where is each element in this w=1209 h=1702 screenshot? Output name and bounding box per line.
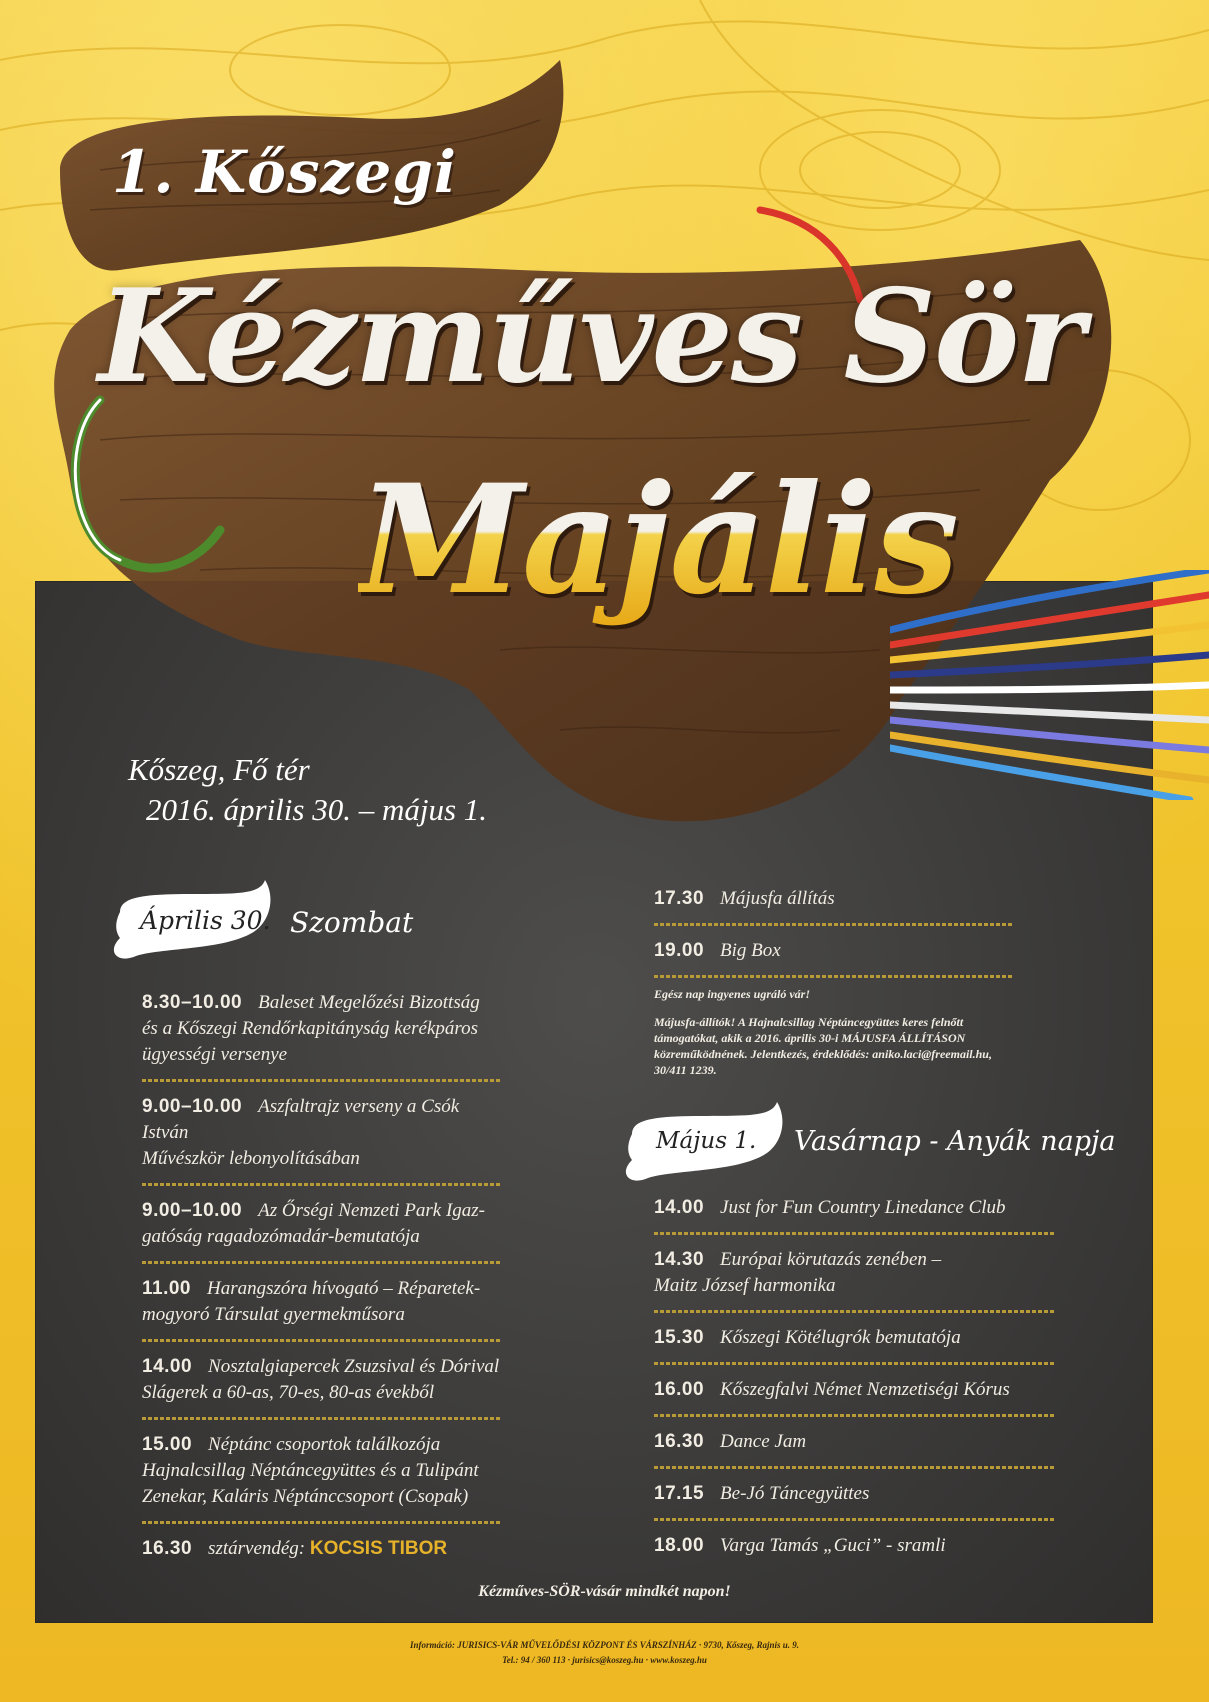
schedule-item: 17.30 Májusfa állítás bbox=[654, 886, 1012, 926]
schedule-item: 9.00–10.00 Az Őrségi Nemzeti Park Igaz- gatóság ragadozómadár-bemutatója bbox=[142, 1198, 502, 1264]
day1-weekday: Szombat bbox=[290, 906, 414, 939]
event-location: Kőszeg, Fő tér bbox=[128, 752, 310, 787]
day2-schedule bbox=[654, 1195, 1054, 1585]
schedule-item: 14.30 Európai körutazás zenében – Maitz József harmonika bbox=[654, 1247, 1054, 1313]
note-maypole: Májusfa-állítók! A Hajnalcsillag Néptáncegyüttes keres felnőtt támogatókat, akik a 2016. április 30-i MÁJUSFA ÁLLÍTÁSON közreműködnének. Jelentkezés, érdeklődés: aniko.laci@freemail.hu, 30/411 1239. bbox=[654, 1015, 992, 1077]
day1-schedule bbox=[142, 990, 502, 1588]
event-dates: 2016. április 30. – május 1. bbox=[146, 792, 488, 827]
schedule-item: 18.00 Varga Tamás „Guci” - sramli bbox=[654, 1535, 946, 1556]
title-line2: Kézműves Sör bbox=[98, 262, 1083, 412]
schedule-item: 11.00 Harangszóra hívogató – Réparetek- mogyoró Társulat gyermekműsora bbox=[142, 1276, 502, 1342]
title-line3: Majális bbox=[358, 452, 958, 628]
fair-note: Kézműves-SÖR-vásár mindkét napon! bbox=[478, 1583, 731, 1600]
schedule-item: 14.00 Nosztalgiapercek Zsuzsival és Dórival Slágerek a 60-as, 70-es, 80-as évekből bbox=[142, 1354, 502, 1420]
day1-schedule-continued bbox=[654, 886, 1012, 1078]
contact-line: Tel.: 94 / 360 113 · jurisics@koszeg.hu · www.koszeg.hu bbox=[502, 1655, 707, 1665]
schedule-item: 15.30 Kőszegi Kötélugrók bemutatója bbox=[654, 1325, 1054, 1365]
schedule-item: 8.30–10.00 Baleset Megelőzési Bizottság és a Kőszegi Rendőrkapitányság kerékpáros ügyességi versenye bbox=[142, 990, 502, 1082]
day1-date-label: Április 30. bbox=[140, 906, 271, 935]
day2-date-label: Május 1. bbox=[656, 1128, 757, 1154]
title-line1: 1. Kőszegi bbox=[112, 138, 457, 206]
schedule-item: 17.15 Be-Jó Táncegyüttes bbox=[654, 1481, 1054, 1521]
day2-weekday: Vasárnap - Anyák napja bbox=[794, 1126, 1116, 1157]
note-bouncy-castle: Egész nap ingyenes ugráló vár! bbox=[654, 987, 811, 1001]
info-line: Információ: JURISICS-VÁR MŰVELŐDÉSI KÖZPONT ÉS VÁRSZÍNHÁZ · 9730, Kőszeg, Rajnis u. 9. bbox=[409, 1640, 800, 1650]
schedule-item: 15.00 Néptánc csoportok találkozója Hajnalcsillag Néptáncegyüttes és a Tulipánt Zenekar, Kaláris Néptánccsoport (Csopak) bbox=[142, 1432, 502, 1524]
schedule-item: 14.00 Just for Fun Country Linedance Club bbox=[654, 1195, 1054, 1235]
schedule-item: 16.00 Kőszegfalvi Német Nemzetiségi Kórus bbox=[654, 1377, 1054, 1417]
star-guest: KOCSIS TIBOR bbox=[309, 1538, 448, 1559]
schedule-item: 16.30 sztárvendég: KOCSIS TIBOR bbox=[142, 1538, 448, 1559]
schedule-item: 16.30 Dance Jam bbox=[654, 1429, 1054, 1469]
schedule-item: 19.00 Big Box bbox=[654, 938, 1012, 978]
schedule-item: 9.00–10.00 Aszfaltrajz verseny a Csók István Művészkör lebonyolításában bbox=[142, 1094, 502, 1186]
